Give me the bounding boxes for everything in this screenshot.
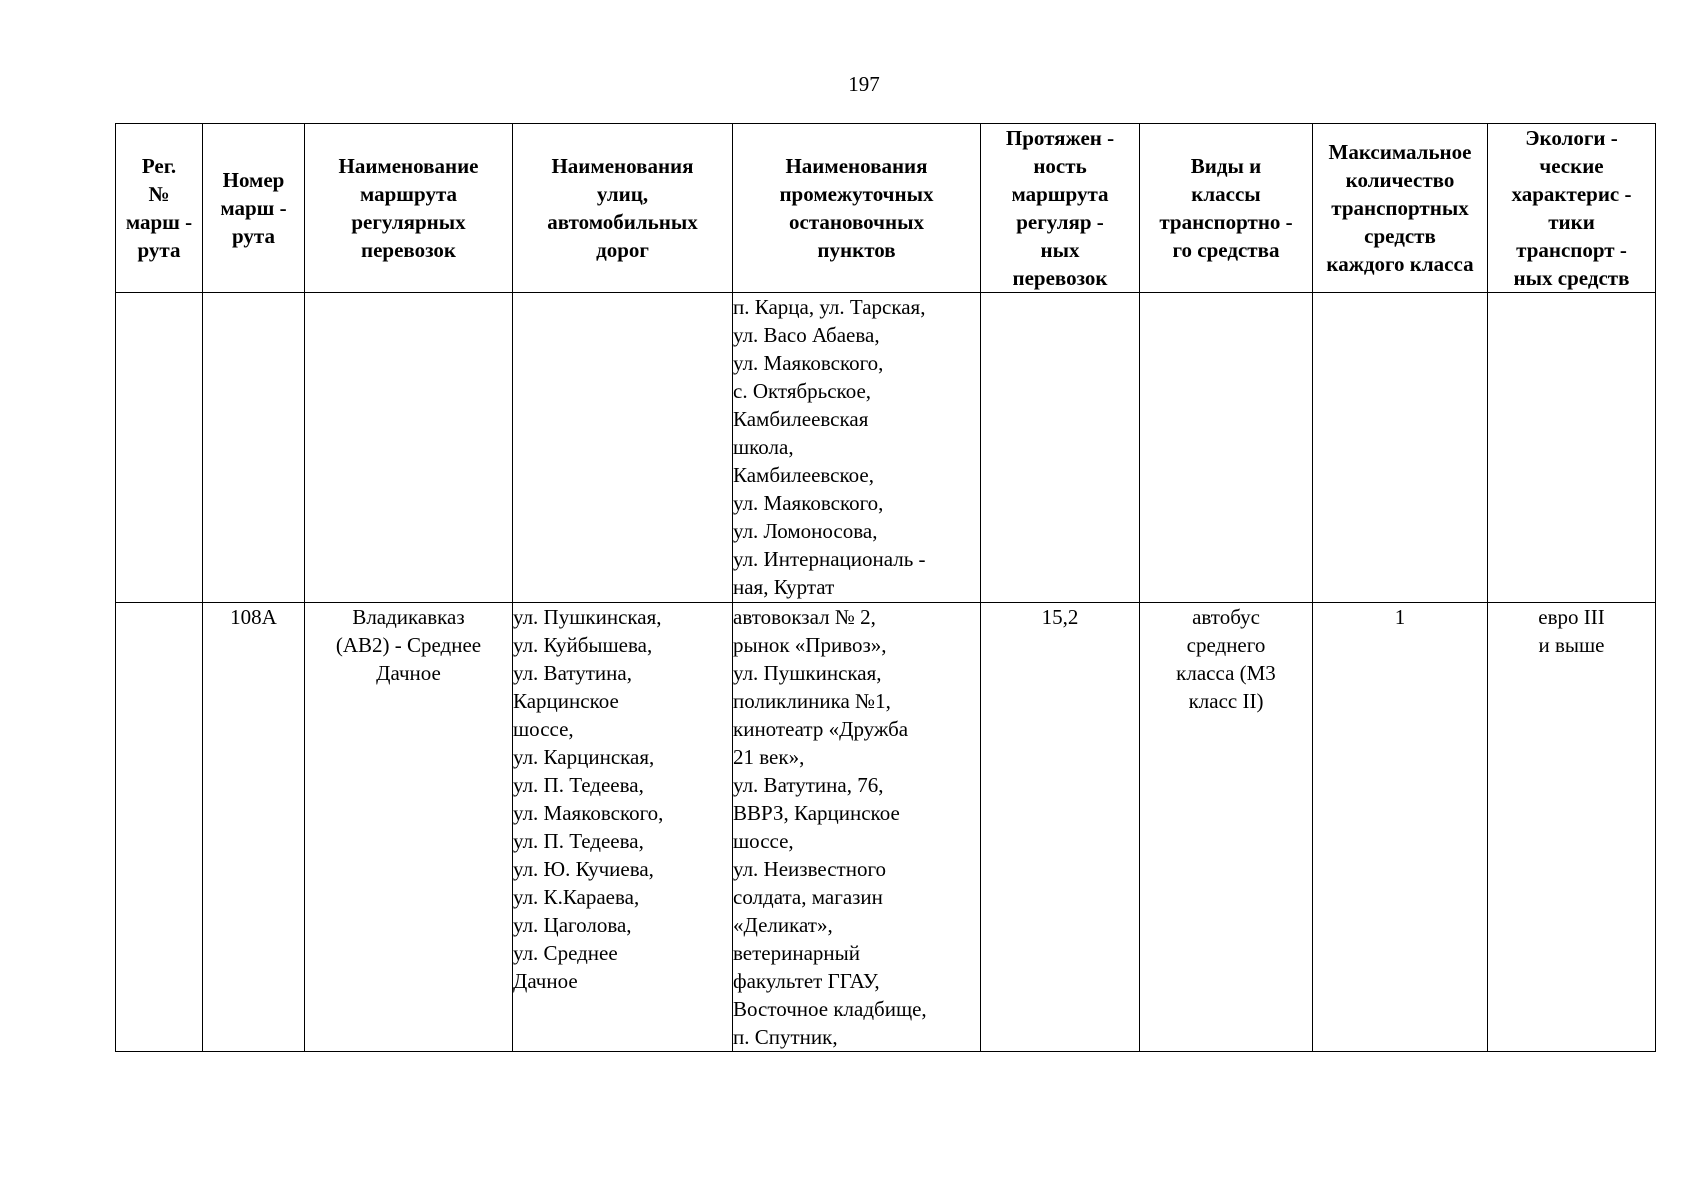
cell-max-vehicles: 1	[1313, 603, 1488, 1052]
cell-eco-characteristics	[1488, 293, 1656, 603]
cell-vehicle-types: автобус среднего класса (М3 класс II)	[1140, 603, 1313, 1052]
cell-stops: автовокзал № 2, рынок «Привоз», ул. Пушкинская, поликлиника №1, кинотеатр «Дружба 21 век», ул. Ватутина, 76, ВВРЗ, Карцинское шоссе, ул. Неизвестного солдата, магазин «Деликат», ветеринарный факультет ГГАУ, Восточное кладбище, п. Спутник,	[733, 603, 981, 1052]
cell-streets: ул. Пушкинская, ул. Куйбышева, ул. Ватутина, Карцинское шоссе, ул. Карцинская, ул. П. Тедеева, ул. Маяковского, ул. П. Тедеева, ул. Ю. Кучиева, ул. К.Караева, ул. Цаголова, ул. Среднее Дачное	[513, 603, 733, 1052]
cell-vehicle-types	[1140, 293, 1313, 603]
cell-length: 15,2	[981, 603, 1140, 1052]
cell-route-number: 108А	[203, 603, 305, 1052]
header-route-name: Наименование маршрута регулярных перевозок	[305, 124, 513, 293]
header-stops: Наименования промежуточных остановочных пунктов	[733, 124, 981, 293]
header-streets: Наименования улиц, автомобильных дорог	[513, 124, 733, 293]
cell-streets	[513, 293, 733, 603]
page-number: 197	[848, 72, 880, 96]
table-row	[116, 293, 1656, 603]
cell-route-name: Владикавказ (АВ2) - Среднее Дачное	[305, 603, 513, 1052]
header-eco-characteristics: Экологи - ческие характерис - тики транспорт - ных средств	[1488, 124, 1656, 293]
header-length: Протяжен - ность маршрута регуляр - ных перевозок	[981, 124, 1140, 293]
routes-table	[115, 123, 1656, 1052]
cell-stops: п. Карца, ул. Тарская, ул. Васо Абаева, ул. Маяковского, с. Октябрьское, Камбилеевская школа, Камбилеевское, ул. Маяковского, ул. Ломоносова, ул. Интернациональ - ная, Куртат	[733, 293, 981, 603]
cell-length	[981, 293, 1140, 603]
header-vehicle-types: Виды и классы транспортно - го средства	[1140, 124, 1313, 293]
cell-reg-number	[116, 603, 203, 1052]
cell-eco-characteristics: евро III и выше	[1488, 603, 1656, 1052]
cell-route-number	[203, 293, 305, 603]
cell-reg-number	[116, 293, 203, 603]
cell-route-name	[305, 293, 513, 603]
header-route-number: Номер марш - рута	[203, 124, 305, 293]
cell-max-vehicles	[1313, 293, 1488, 603]
header-max-vehicles: Максимальное количество транспортных средств каждого класса	[1313, 124, 1488, 293]
header-reg-number: Рег. № марш - рута	[116, 124, 203, 293]
table-row	[116, 603, 1656, 1052]
table-header-row	[116, 124, 1656, 293]
